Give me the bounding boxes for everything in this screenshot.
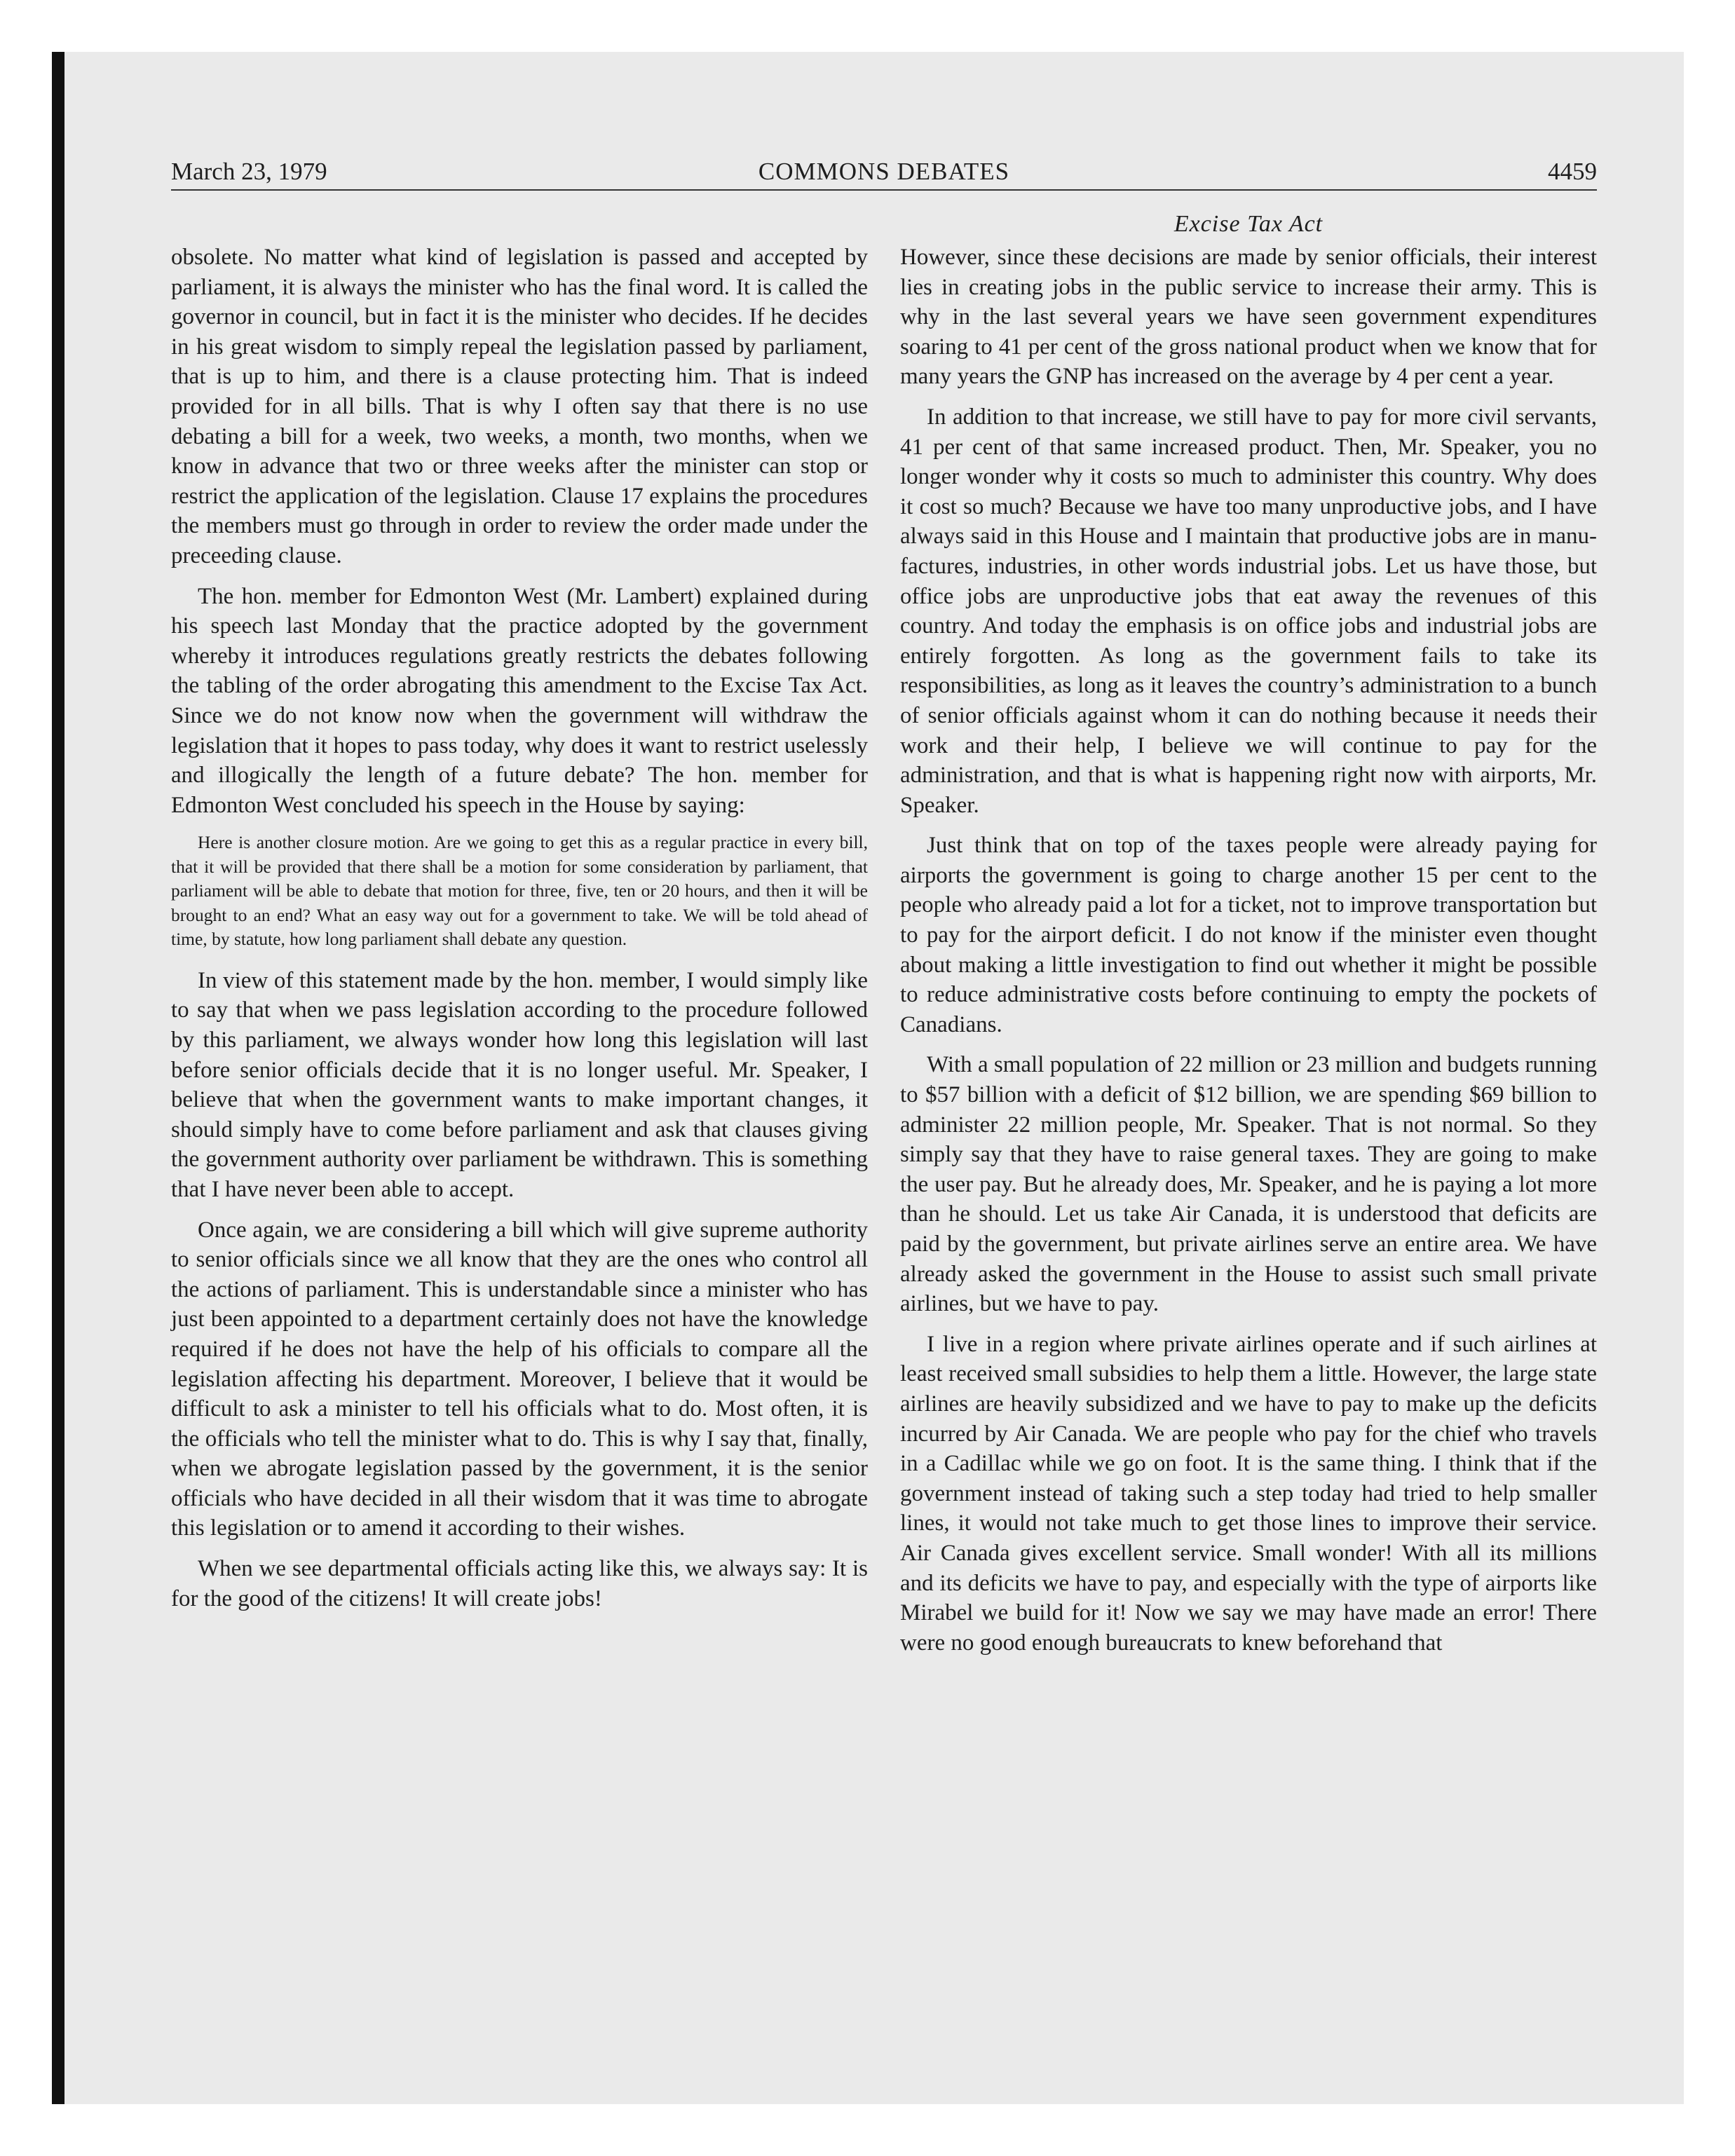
paragraph: However, since these decisions are made by senior officials, their interest lies in creating jobs in the public service to increase their army. This is why in the last several years we have seen government expenditures soaring to 41 per cent of the gross national product when we know that for many years the GNP has increased on the average by 4 per cent a year. <box>900 245 1597 390</box>
paragraph: The hon. member for Edmonton West (Mr. Lambert) explained during his speech last Monday that the practice adopted by the government whereby it introduces regulations greatly restricts the debates following the tabling of the order abrogating this amendment to the Excise Tax Act. Since we do not know now when the government will withdraw the legislation that it hopes to pass today, why does it want to restrict uselessly and illogically the length of a future debate? The hon. member for Edmonton West concluded his speech in the House by saying: <box>171 583 868 818</box>
header-publication: COMMONS DEBATES <box>758 158 1010 185</box>
paragraph: obsolete. No matter what kind of legislation is passed and accepted by parliament, it is always the minister who has the final word. It is called the governor in council, but in fact it is the minister who decides. If he decides in his great wisdom to simply repeal the legislation passed by parliament, that is up to him, and there is a clause protecting him. That is indeed provided for in all bills. That is why I often say that there is no use debating a bill for a week, two weeks, a month, two months, when we know in advance that two or three weeks after the minister can stop or restrict the application of the legislation. Clause 17 explains the procedures the members must go through in order to review the order made under the preceeding clause. <box>171 245 868 568</box>
running-header <box>171 156 1597 188</box>
paragraph: In addition to that increase, we still have to pay for more civil servants, 41 per cent of that same increased product. Then, Mr. Speaker, you no longer wonder why it costs so much to administer this country. Why does it cost so much? Because we have too many unproductive jobs, and I have always said in this House and I maintain that productive jobs are in manufactures, industries, in other words industrial jobs. Let us have those, but office jobs are unproductive jobs that eat away the revenues of this country. And today the emphasis is on office jobs and industrial jobs are entirely forgotten. As long as the government fails to take its responsibilities, as long as it leaves the country’s administration to a bunch of senior officials against whom it can do nothing because it needs their work and their help, I believe we will continue to pay for the administration, and that is what is happening right now with airports, Mr. Speaker. <box>900 404 1597 818</box>
block-quote: Here is another closure motion. Are we going to get this as a regular practice in every bill, that it will be provided that there shall be a motion for some consideration by parliament, that parliament will be able to debate that motion for three, five, ten or 20 hours, and then it will be brought to an end? What an easy way out for a government to take. We will be told ahead of time, by statute, how long parliament shall debate any question. <box>171 832 868 950</box>
paragraph: With a small population of 22 million or 23 million and budgets running to $57 billion with a deficit of $12 billion, we are spending $69 billion to administer 22 million people, Mr. Speaker. That is not normal. So they simply say that they have to raise general taxes. They are going to make the user pay. But he already does, Mr. Speaker, and he is paying a lot more than he should. Let us take Air Canada, it is understood that deficits are paid by the government, but private airlines serve an entire area. We have already asked the government in the House to assist such small private airlines, but we have to pay. <box>900 1052 1597 1317</box>
paragraph: Once again, we are considering a bill which will give supreme authority to senior officials since we all know that they are the ones who control all the actions of parliament. This is understandable since a minister who has just been appointed to a department certainly does not have the knowledge required if he does not have the help of his officials to compare all the legislation affecting his department. Moreover, I believe that it would be difficult to ask a minister to tell his officials what to do. Most often, it is the officials who tell the minister what to do. This is why I say that, finally, when we abrogate legislation passed by the government, it is the senior officials who have decided in all their wisdom that it was time to abrogate this legislation or to amend it according to their wishes. <box>171 1217 868 1541</box>
header-date: March 23, 1979 <box>171 158 327 185</box>
paragraph: When we see departmental officials acting like this, we always say: It is for the good of the citizens! It will create jobs! <box>171 1556 868 1611</box>
right-column <box>900 243 1597 1668</box>
page-number: 4459 <box>1548 158 1597 185</box>
paragraph: I live in a region where private airlines operate and if such airlines at least received small subsidies to help them a little. However, the large state airlines are heavily subsidized and we have to pay to make up the deficits incurred by Air Canada. We are people who pay for the chief who travels in a Cadillac while we go on foot. It is the same thing. I think that if the government instead of taking such a step today had tried to help smaller lines, it would not take much to get those lines to improve their service. Air Canada gives excellent service. Small wonder! With all its millions and its deficits we have to pay, and especially with the type of airports like Mirabel we build for it! Now we say we may have made an error! There were no good enough bureaucrats to knew beforehand that <box>900 1331 1597 1656</box>
paragraph: Just think that on top of the taxes people were already paying for airports the government is going to charge another 15 per cent to the people who already paid a lot for a ticket, not to improve transportation but to pay for the airport deficit. I do not know if the minister even thought about making a little investigation to find out whether it might be possible to reduce administrative costs before continuing to empty the pockets of Canadians. <box>900 833 1597 1037</box>
header-rule <box>171 189 1597 191</box>
paragraph: In view of this statement made by the hon. member, I would simply like to say that when we pass legislation according to the procedure followed by this parliament, we always wonder how long this legislation will last before senior officials decide that it is no longer useful. Mr. Speaker, I believe that when the government wants to make important changes, it should simply have to come before parliament and ask that clauses giving the government authority over parliament be withdrawn. This is something that I have never been able to accept. <box>171 967 868 1202</box>
left-column <box>171 243 868 1624</box>
binding-edge <box>52 52 64 2104</box>
section-title: Excise Tax Act <box>1173 211 1324 237</box>
